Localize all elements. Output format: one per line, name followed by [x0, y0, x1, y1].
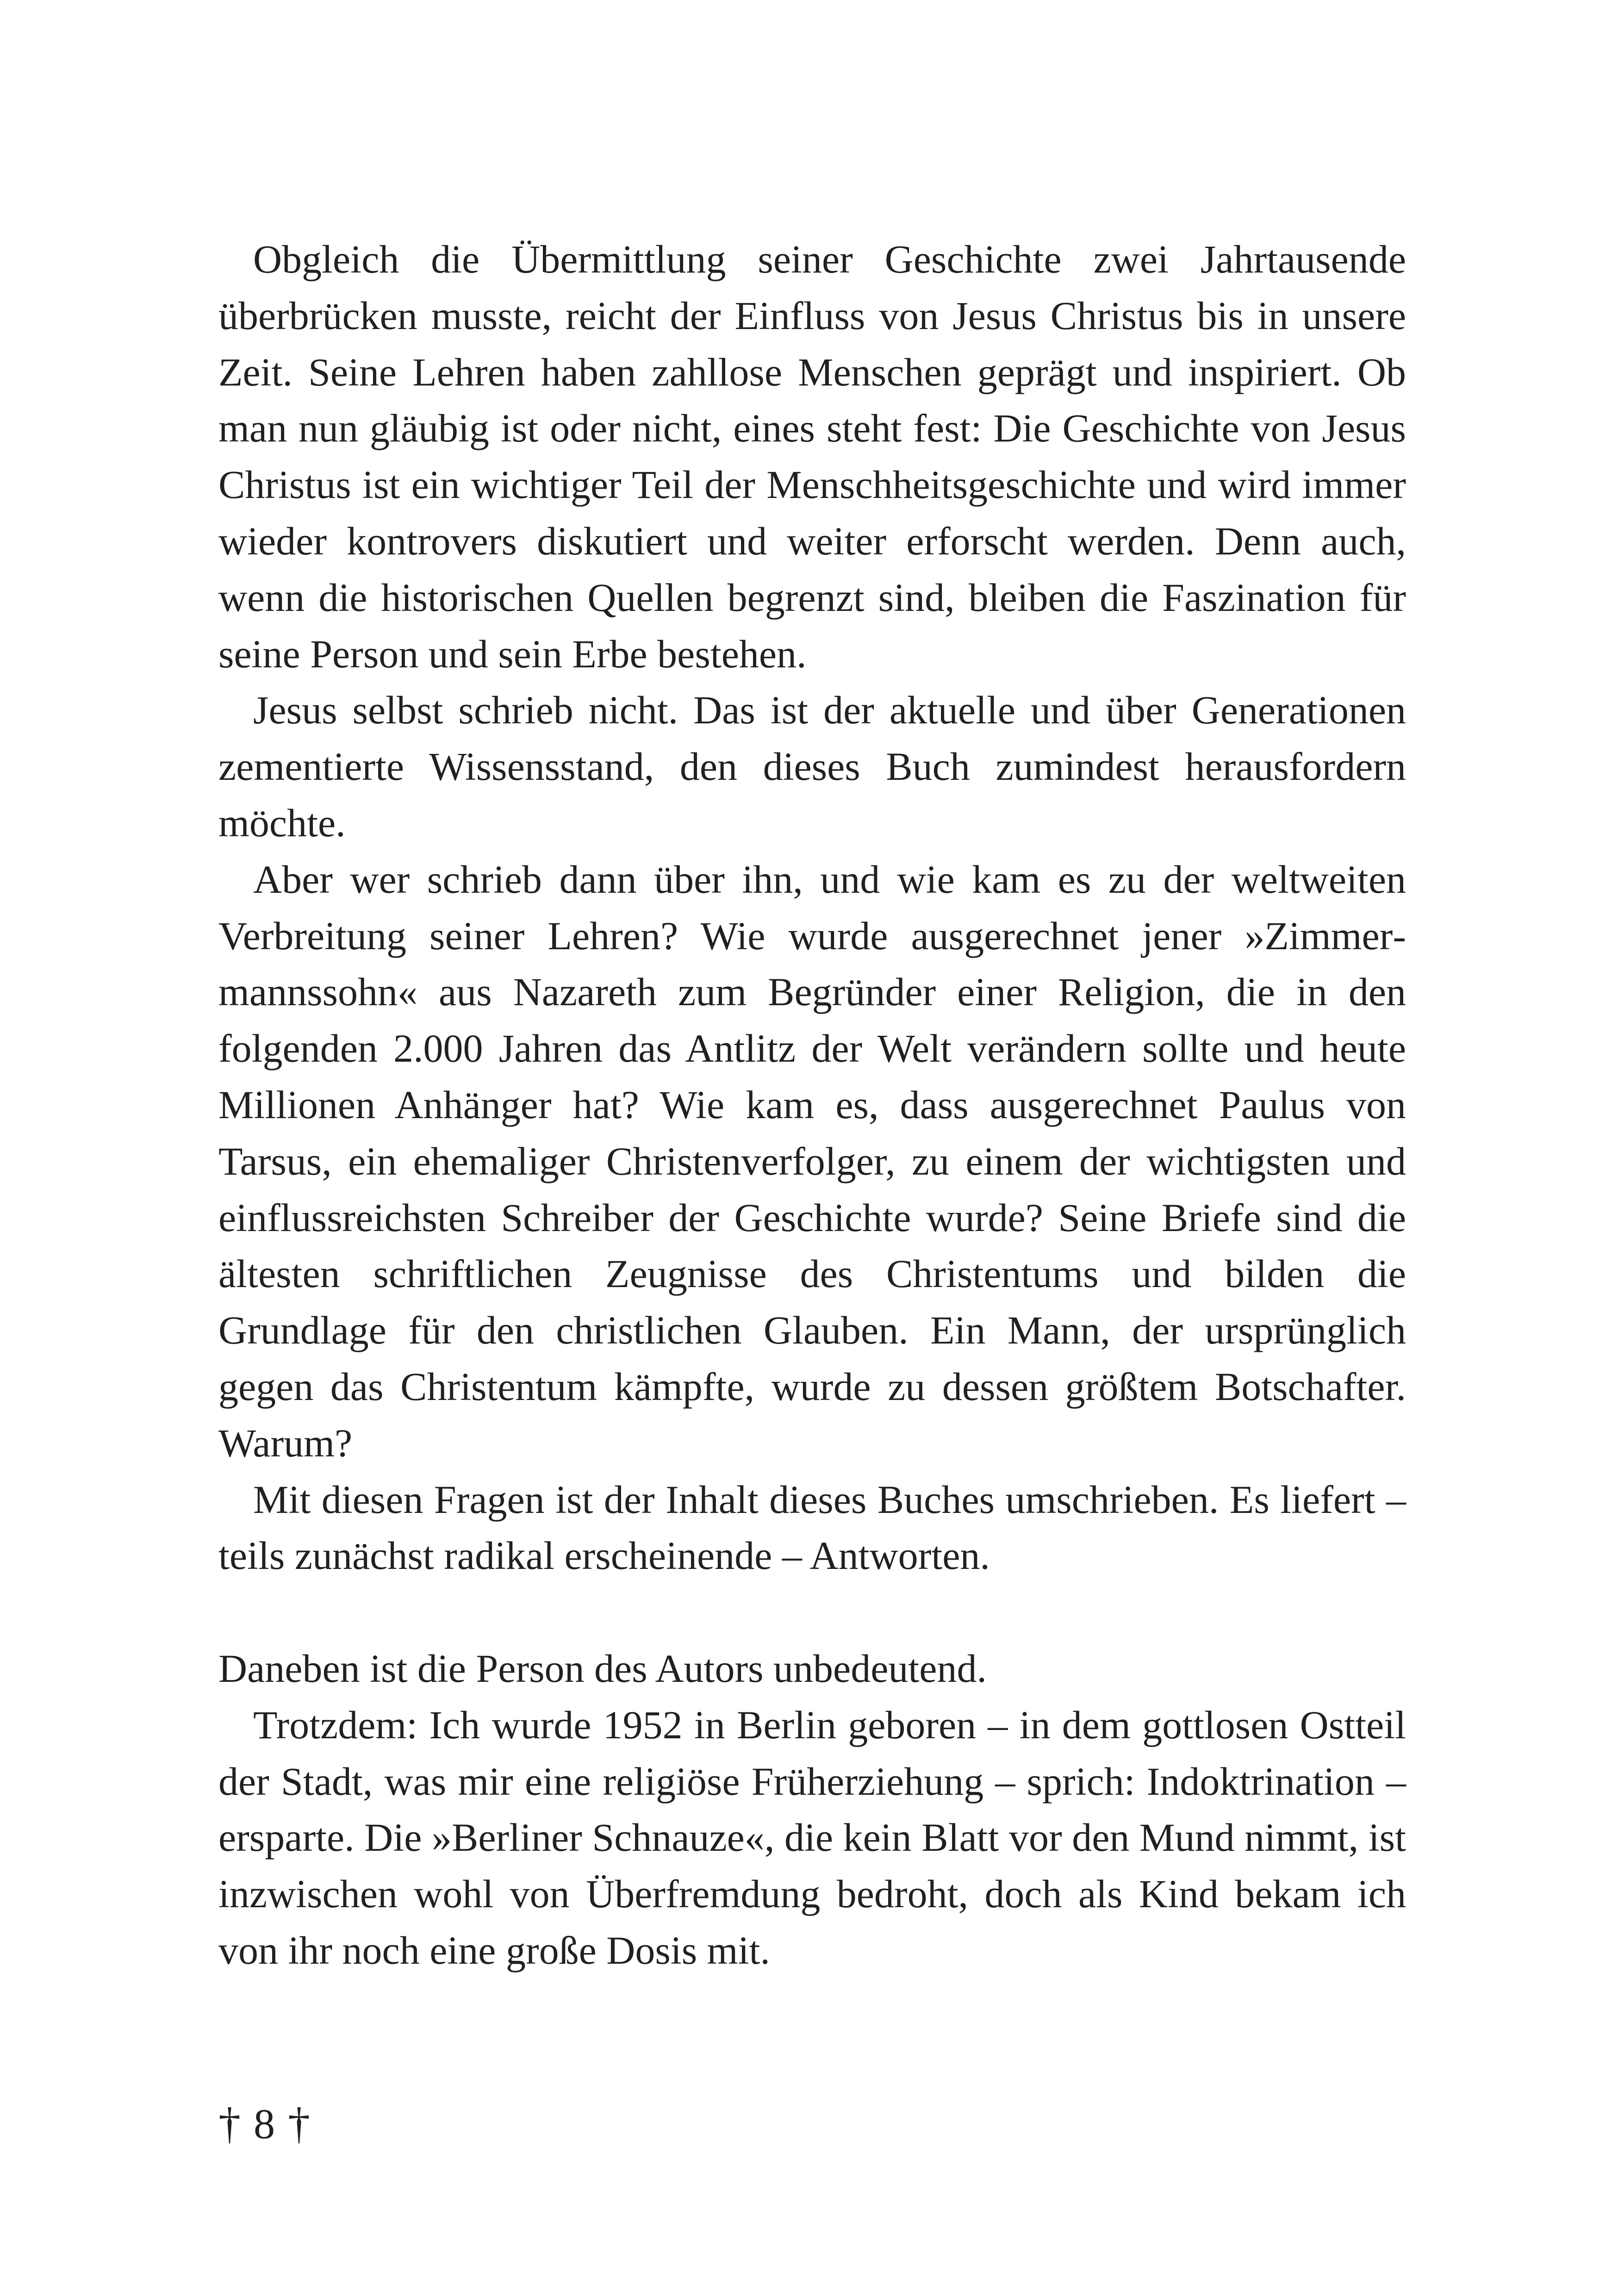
paragraph-author-biography: Trotzdem: Ich wurde 1952 in Berlin geboren – in dem gottlosen Ostteil der Stadt, was mir eine religiöse Früherziehung – sprich: Indoktrination – ersparte. Die »Berliner Schnauze«, die kein Blatt vor den Mund nimmt, ist inzwischen wohl von Überfremdung bedroht, doch als Kind bekam ich von ihr noch eine große Dosis mit. [218, 1702, 1406, 1972]
paragraph-author-unimportant: Daneben ist die Person des Autors unbedeutend. [218, 1646, 987, 1691]
paragraph-questions-paulus: Aber wer schrieb dann über ihn, und wie kam es zu der weltweiten Verbreitung seiner Lehren? Wie wurde ausgerechnet jener »Zimmermannssohn« aus Nazareth zum Begründer einer Religion, die in den folgenden 2.000 Jahren das Antlitz der Welt verändern sollte und heute Millionen Anhänger hat? Wie kam es, dass ausgerechnet Paulus von Tarsus, ein ehemaliger Christenverfolger, zu einem der wichtigsten und einflussreichsten Schreiber der Geschichte wurde? Seine Briefe sind die ältesten schriftlichen Zeugnisse des Christentums und bilden die Grundlage für den christlichen Glauben. Ein Mann, der ursprünglich gegen das Christentum kämpfte, wurde zu dessen größtem Botschafter. Warum? [218, 857, 1406, 1465]
paragraph-jesus-did-not-write: Jesus selbst schrieb nicht. Das ist der aktuelle und über Generationen zementierte Wissensstand, den dieses Buch zumindest herausfordern möchte. [218, 688, 1406, 845]
paragraph-book-content: Mit diesen Fragen ist der Inhalt dieses Buches umschrieben. Es liefert – teils zunächst radikal erscheinende – Antworten. [218, 1477, 1406, 1578]
page-number: 8 [254, 2100, 278, 2147]
paragraph-jesus-influence: Obgleich die Übermittlung seiner Geschichte zwei Jahrtausende überbrücken musste, reicht der Einfluss von Jesus Christus bis in unsere Zeit. Seine Lehren haben zahllose Menschen geprägt und inspiriert. Ob man nun gläubig ist oder nicht, eines steht fest: Die Geschichte von Jesus Christus ist ein wichtiger Teil der Menschheitsgeschichte und wird immer wieder kontrovers diskutiert und weiter erforscht werden. Denn auch, wenn die historischen Quellen begrenzt sind, bleiben die Faszination für seine Person und sein Erbe bestehen. [218, 237, 1406, 676]
body-text [218, 231, 1406, 1979]
dagger-ornament-right-icon: † [288, 2098, 313, 2148]
dagger-ornament-left-icon: † [218, 2098, 243, 2148]
page-footer-folio [218, 2098, 313, 2148]
